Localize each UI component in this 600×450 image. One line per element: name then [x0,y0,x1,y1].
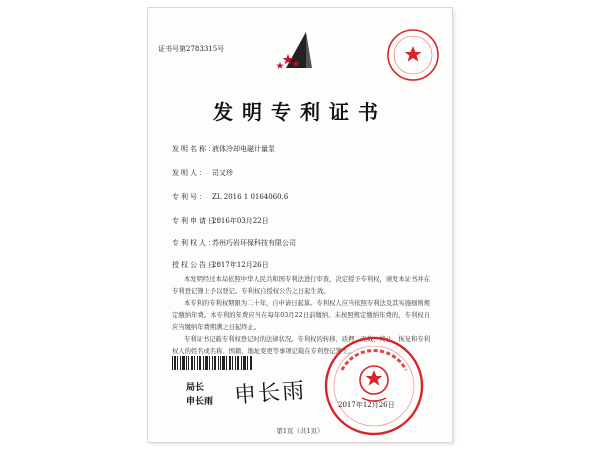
patent-seal-stamp-icon [386,28,440,82]
body-paragraph-1: 本发明经过本局依照中华人民共和国专利法进行审查，决定授予专利权，颁发本证书并在专利登记簿上予以登记。专利权自授权公告之日起生效。 [172,276,430,295]
official-seal-stamp-icon [322,334,426,438]
barcode-icon [172,356,252,370]
patent-office-emblem-icon [276,28,326,78]
seal-date: 2017年12月26日 [338,401,395,409]
signatory-title: 局长 [186,383,205,393]
page-footer: 第1页（共1页） [276,427,324,435]
field-patentee: 专利权人：苏州巧岩环保科技有限公司 [172,239,296,247]
field-patent-number: 专利号： ZL 2016 1 0164060.6 [172,193,289,201]
certificate-page [148,8,452,442]
field-grant-date: 授权公告日：2017年12月26日 [172,261,269,269]
field-inventor: 发明人： 司又珍 [172,169,233,177]
body-paragraph-3: 专利证书记载专利权登记时的法律状况。专利权的转移、质押、无效、终止、恢复和专利权人的姓名或名称、国籍、地址变更等事项记载在专利登记簿上。 [172,336,430,355]
field-invention-name: 发明名称：液体冷却电磁计量泵 [172,145,275,153]
field-application-date: 专利申请日：2016年03月22日 [172,217,269,225]
handwritten-signature: 申长雨 [233,378,307,409]
certificate-title: 发明专利证书 [213,100,387,124]
body-paragraph-2: 本专利的专利权期限为二十年，自申请日起算。专利权人应当依照专利法及其实施细则规定缴纳年费。本专利的年费应当在每年03月22日前缴纳。未按照规定缴纳年费的，专利权自应当缴纳年费期满之日起终止。 [172,300,430,331]
certificate-number: 证书号第2783315号 [158,45,225,53]
signatory-name: 申长雨 [186,397,214,407]
